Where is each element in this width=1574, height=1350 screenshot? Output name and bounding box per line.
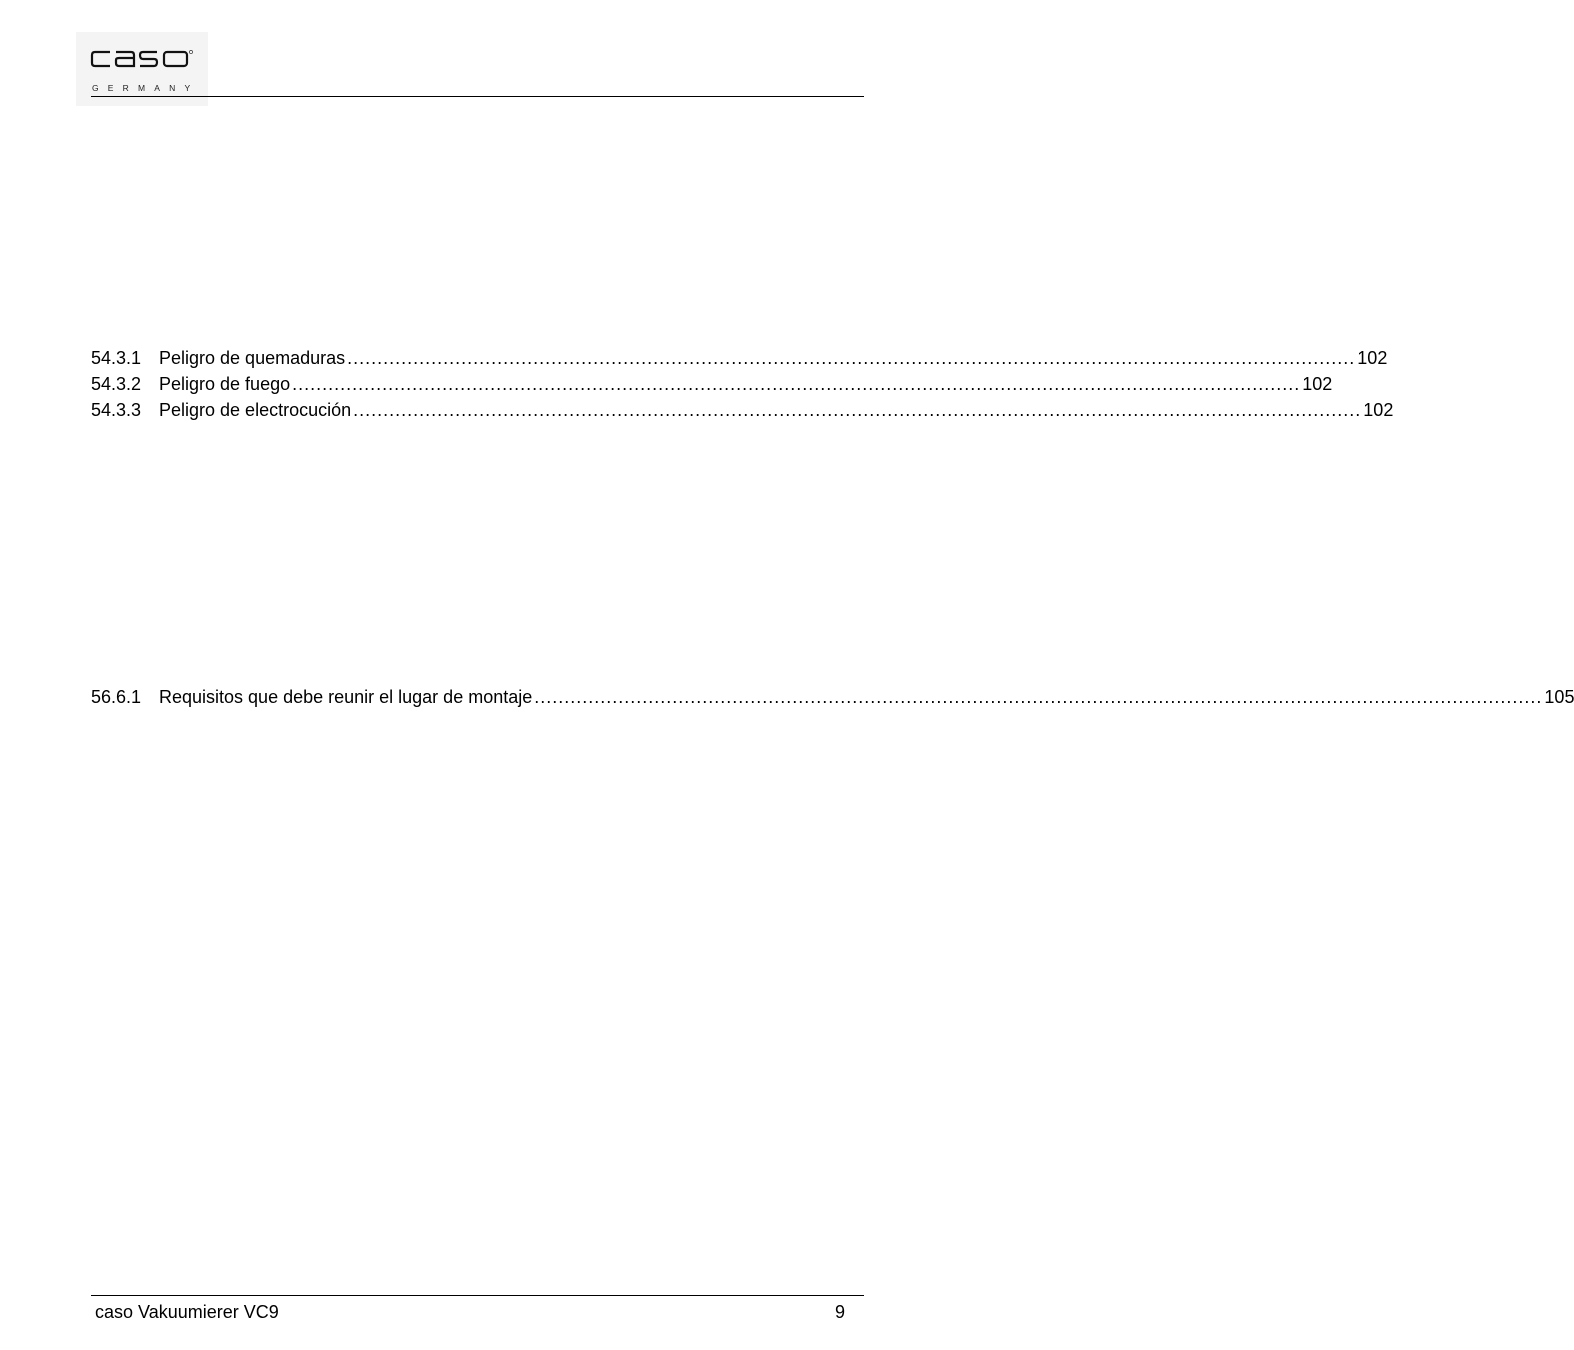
- toc-entry-title: Peligro de electrocución: [159, 400, 352, 420]
- toc-entry-number: 56.6.1: [91, 687, 142, 707]
- toc-entry[interactable]: [91, 345, 1388, 371]
- toc-entry[interactable]: [91, 371, 1333, 397]
- header-divider: [91, 96, 864, 97]
- toc-entry-page: 105: [1544, 687, 1574, 707]
- caso-germany-logo: [76, 32, 208, 106]
- toc-group-2: [91, 684, 1574, 710]
- toc-entry-page: 102: [1357, 348, 1388, 368]
- logo-subtext: GERMANY: [92, 83, 200, 93]
- toc-entry-title: Peligro de quemaduras: [159, 348, 346, 368]
- footer-page-number: 9: [834, 1302, 845, 1322]
- footer-divider: [91, 1295, 864, 1296]
- toc-entry-number: 54.3.1: [91, 348, 142, 368]
- toc-leader-dots: ........................................................................................................................................................................: [292, 374, 1301, 394]
- toc-entry[interactable]: [91, 684, 1574, 710]
- footer-product-name: caso Vakuumierer VC9: [95, 1302, 279, 1322]
- toc-entry-title: Requisitos que debe reunir el lugar de montaje: [159, 687, 533, 707]
- toc-entry-title: Peligro de fuego: [159, 374, 291, 394]
- toc-entry-page: 102: [1302, 374, 1333, 394]
- toc-leader-dots: ........................................................................................................................................................................: [347, 348, 1356, 368]
- toc-entry-number: 54.3.2: [91, 374, 142, 394]
- toc-leader-dots: ........................................................................................................................................................................: [534, 687, 1543, 707]
- toc-entry-page: 102: [1363, 400, 1394, 420]
- toc-entry-number: 54.3.3: [91, 400, 142, 420]
- toc-leader-dots: ........................................................................................................................................................................: [353, 400, 1362, 420]
- toc-group-1: [91, 345, 1394, 423]
- toc-entry[interactable]: [91, 397, 1394, 423]
